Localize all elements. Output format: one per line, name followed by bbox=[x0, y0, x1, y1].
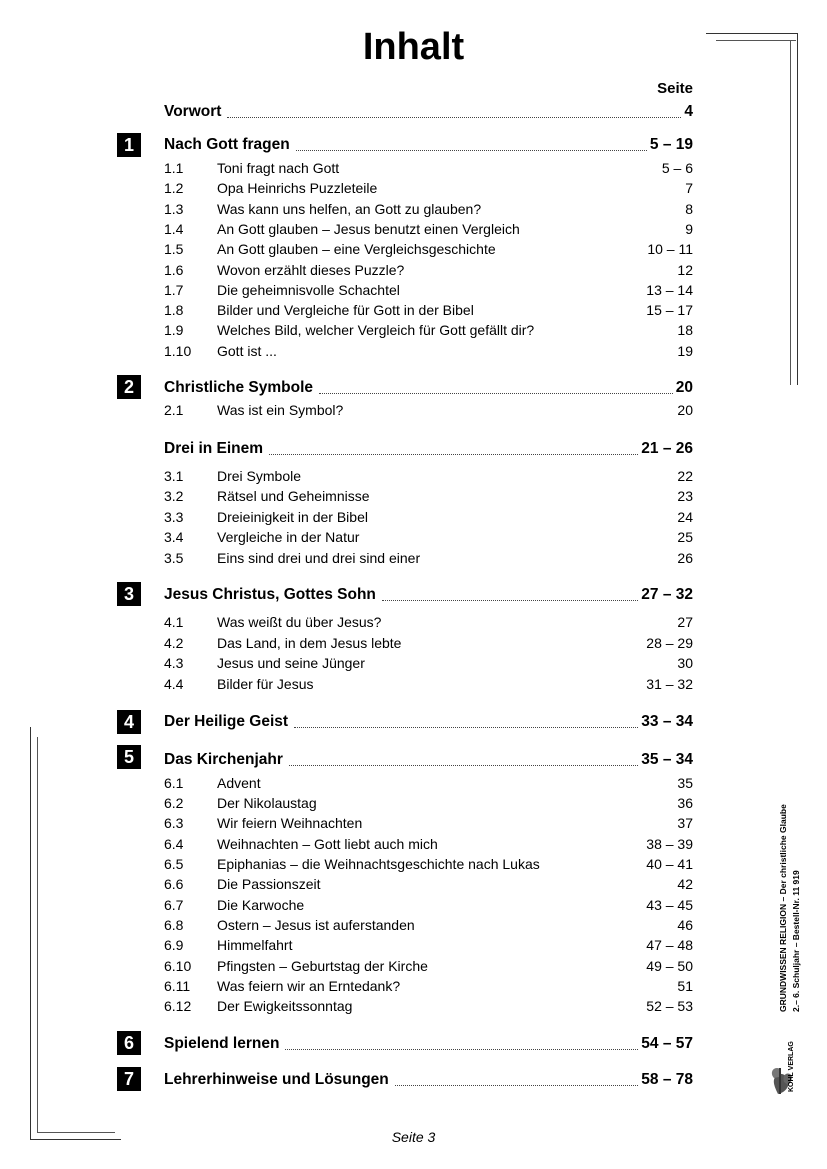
toc-sub-title: Vergleiche in der Natur bbox=[217, 529, 360, 545]
toc-main-pages: 20 bbox=[675, 379, 693, 396]
toc-main-title: Spielend lernen bbox=[164, 1035, 280, 1052]
toc-sub-title: Wir feiern Weihnachten bbox=[217, 815, 363, 831]
toc-sub-number: 6.9 bbox=[164, 937, 184, 953]
toc-sub-entry[interactable] bbox=[164, 507, 693, 527]
toc-sub-number: 1.3 bbox=[164, 201, 184, 217]
toc-main-title: Jesus Christus, Gottes Sohn bbox=[164, 586, 376, 603]
toc-sub-title: Ostern – Jesus ist auferstanden bbox=[217, 917, 415, 933]
toc-main-title: Lehrerhinweise und Lösungen bbox=[164, 1071, 389, 1088]
dot-leader bbox=[227, 117, 681, 118]
toc-sub-title: Die Passionszeit bbox=[217, 876, 321, 892]
toc-sub-entry[interactable] bbox=[164, 158, 693, 178]
toc-sub-pages: 36 bbox=[677, 795, 693, 811]
toc-sub-number: 3.5 bbox=[164, 550, 184, 566]
toc-sub-title: Bilder für Jesus bbox=[217, 676, 314, 692]
chapter-number-box: 4 bbox=[117, 710, 141, 734]
toc-sub-number: 6.1 bbox=[164, 775, 184, 791]
toc-sub-number: 6.3 bbox=[164, 815, 184, 831]
toc-sub-title: Der Ewigkeitssonntag bbox=[217, 998, 353, 1014]
toc-sub-entry[interactable] bbox=[164, 486, 693, 506]
dot-leader bbox=[395, 1085, 639, 1086]
toc-main-entry[interactable] bbox=[164, 377, 693, 399]
toc-main-entry[interactable] bbox=[164, 438, 693, 460]
toc-sub-title: Dreieinigkeit in der Bibel bbox=[217, 509, 368, 525]
toc-sub-entry[interactable] bbox=[164, 935, 693, 955]
toc-main-entry[interactable] bbox=[164, 1033, 693, 1055]
toc-sub-number: 6.6 bbox=[164, 876, 184, 892]
toc-sub-title: Jesus und seine Jünger bbox=[217, 655, 365, 671]
toc-sub-entry[interactable] bbox=[164, 466, 693, 486]
dot-leader bbox=[319, 393, 673, 394]
toc-sub-number: 3.3 bbox=[164, 509, 184, 525]
toc-sub-pages: 22 bbox=[677, 468, 693, 484]
toc-sub-pages: 37 bbox=[677, 815, 693, 831]
toc-sub-number: 6.2 bbox=[164, 795, 184, 811]
chapter-number-box: 6 bbox=[117, 1031, 141, 1055]
toc-sub-pages: 35 bbox=[677, 775, 693, 791]
dot-leader bbox=[269, 454, 638, 455]
toc-sub-pages: 47 – 48 bbox=[646, 937, 693, 953]
toc-sub-title: Was weißt du über Jesus? bbox=[217, 614, 382, 630]
toc-sub-title: Welches Bild, welcher Vergleich für Gott gefällt dir? bbox=[217, 322, 535, 338]
toc-main-pages: 54 – 57 bbox=[641, 1035, 693, 1052]
toc-sub-number: 6.7 bbox=[164, 897, 184, 913]
frame-line bbox=[797, 33, 798, 385]
toc-sub-title: Rätsel und Geheimnisse bbox=[217, 488, 370, 504]
toc-main-pages: 33 – 34 bbox=[641, 713, 693, 730]
toc-sub-title: Epiphanias – die Weihnachtsgeschichte nach Lukas bbox=[217, 856, 540, 872]
toc-sub-entry[interactable] bbox=[164, 199, 693, 219]
toc-sub-entry[interactable] bbox=[164, 813, 693, 833]
toc-sub-entry[interactable] bbox=[164, 976, 693, 996]
toc-sub-pages: 28 – 29 bbox=[646, 635, 693, 651]
dot-leader bbox=[294, 727, 638, 728]
toc-sub-entry[interactable] bbox=[164, 834, 693, 854]
toc-sub-entry[interactable] bbox=[164, 320, 693, 340]
toc-main-title: Der Heilige Geist bbox=[164, 713, 289, 730]
toc-sub-entry[interactable] bbox=[164, 239, 693, 259]
toc-sub-title: Opa Heinrichs Puzzleteile bbox=[217, 180, 378, 196]
toc-sub-entry[interactable] bbox=[164, 633, 693, 653]
toc-sub-title: Advent bbox=[217, 775, 261, 791]
series-sidebar bbox=[777, 752, 813, 1012]
toc-sub-number: 1.10 bbox=[164, 343, 192, 359]
toc-sub-pages: 25 bbox=[677, 529, 693, 545]
series-title: GRUNDWISSEN RELIGION – Der christliche Glaube bbox=[778, 804, 788, 1012]
chapter-number-box: 5 bbox=[117, 745, 141, 769]
toc-sub-number: 4.2 bbox=[164, 635, 184, 651]
toc-sub-number: 1.2 bbox=[164, 180, 184, 196]
toc-sub-number: 6.5 bbox=[164, 856, 184, 872]
dot-leader bbox=[289, 765, 638, 766]
toc-sub-pages: 43 – 45 bbox=[646, 897, 693, 913]
toc-sub-number: 1.6 bbox=[164, 262, 184, 278]
dot-leader bbox=[285, 1049, 638, 1050]
toc-sub-number: 6.8 bbox=[164, 917, 184, 933]
toc-sub-number: 2.1 bbox=[164, 402, 184, 418]
toc-sub-pages: 12 bbox=[677, 262, 693, 278]
toc-sub-title: Weihnachten – Gott liebt auch mich bbox=[217, 836, 438, 852]
toc-sub-number: 6.4 bbox=[164, 836, 184, 852]
toc-sub-pages: 26 bbox=[677, 550, 693, 566]
toc-sub-pages: 38 – 39 bbox=[646, 836, 693, 852]
toc-sub-pages: 30 bbox=[677, 655, 693, 671]
dot-leader bbox=[296, 150, 647, 151]
toc-sub-number: 1.9 bbox=[164, 322, 184, 338]
toc-sub-pages: 46 bbox=[677, 917, 693, 933]
toc-sub-pages: 42 bbox=[677, 876, 693, 892]
toc-sub-pages: 10 – 11 bbox=[647, 241, 693, 257]
toc-sub-entry[interactable] bbox=[164, 260, 693, 280]
toc-sub-entry[interactable] bbox=[164, 773, 693, 793]
toc-main-entry[interactable] bbox=[164, 101, 693, 123]
toc-sub-pages: 51 bbox=[677, 978, 693, 994]
publisher-logo-text: KOHL VERLAG bbox=[788, 1041, 795, 1092]
toc-sub-pages: 8 bbox=[685, 201, 693, 217]
toc-sub-entry[interactable] bbox=[164, 219, 693, 239]
toc-main-entry[interactable] bbox=[164, 1069, 693, 1091]
chapter-number-box: 1 bbox=[117, 133, 141, 157]
toc-sub-number: 3.1 bbox=[164, 468, 184, 484]
toc-sub-pages: 40 – 41 bbox=[646, 856, 693, 872]
toc-sub-entry[interactable] bbox=[164, 653, 693, 673]
toc-sub-pages: 7 bbox=[685, 180, 693, 196]
toc-main-entry[interactable] bbox=[164, 749, 693, 771]
toc-sub-number: 6.11 bbox=[164, 978, 191, 994]
toc-sub-title: Toni fragt nach Gott bbox=[217, 160, 340, 176]
toc-sub-title: Was ist ein Symbol? bbox=[217, 402, 344, 418]
toc-sub-title: Himmelfahrt bbox=[217, 937, 293, 953]
chapter-number-box: 3 bbox=[117, 582, 141, 606]
dot-leader bbox=[382, 600, 638, 601]
toc-sub-entry[interactable] bbox=[164, 793, 693, 813]
toc-sub-number: 6.10 bbox=[164, 958, 192, 974]
toc-sub-title: Bilder und Vergleiche für Gott in der Bibel bbox=[217, 302, 474, 318]
toc-sub-number: 1.1 bbox=[164, 160, 184, 176]
toc-sub-pages: 19 bbox=[677, 343, 693, 359]
toc-sub-number: 3.4 bbox=[164, 529, 184, 545]
toc-main-pages: 27 – 32 bbox=[641, 586, 693, 603]
toc-sub-entry[interactable] bbox=[164, 300, 693, 320]
toc-main-pages: 5 – 19 bbox=[649, 136, 693, 153]
toc-sub-number: 3.2 bbox=[164, 488, 184, 504]
toc-sub-entry[interactable] bbox=[164, 341, 693, 361]
toc-sub-pages: 52 – 53 bbox=[646, 998, 693, 1014]
toc-sub-entry[interactable] bbox=[164, 280, 693, 300]
toc-main-entry[interactable] bbox=[164, 584, 693, 606]
toc-sub-title: Was feiern wir an Erntedank? bbox=[217, 978, 401, 994]
toc-sub-number: 4.4 bbox=[164, 676, 184, 692]
toc-main-title: Christliche Symbole bbox=[164, 379, 314, 396]
toc-sub-pages: 27 bbox=[677, 614, 693, 630]
toc-sub-number: 4.3 bbox=[164, 655, 184, 671]
toc-main-title: Drei in Einem bbox=[164, 440, 264, 457]
toc-main-title: Das Kirchenjahr bbox=[164, 751, 283, 768]
toc-sub-entry[interactable] bbox=[164, 400, 693, 420]
toc-sub-title: Pfingsten – Geburtstag der Kirche bbox=[217, 958, 428, 974]
toc-sub-pages: 23 bbox=[677, 488, 693, 504]
toc-main-pages: 35 – 34 bbox=[641, 751, 693, 768]
toc-sub-number: 4.1 bbox=[164, 614, 184, 630]
toc-sub-entry[interactable] bbox=[164, 178, 693, 198]
toc-sub-number: 6.12 bbox=[164, 998, 192, 1014]
toc-sub-title: Das Land, in dem Jesus lebte bbox=[217, 635, 402, 651]
frame-line bbox=[30, 727, 31, 1139]
toc-sub-entry[interactable] bbox=[164, 915, 693, 935]
publisher-logo bbox=[768, 1040, 798, 1096]
toc-sub-number: 1.8 bbox=[164, 302, 184, 318]
toc-sub-title: Wovon erzählt dieses Puzzle? bbox=[217, 262, 405, 278]
toc-sub-pages: 18 bbox=[677, 322, 693, 338]
frame-line bbox=[790, 40, 791, 385]
toc-sub-number: 1.7 bbox=[164, 282, 184, 298]
toc-sub-entry[interactable] bbox=[164, 612, 693, 632]
seite-column-label: Seite bbox=[657, 80, 693, 97]
toc-sub-entry[interactable] bbox=[164, 895, 693, 915]
toc-sub-pages: 5 – 6 bbox=[661, 160, 693, 176]
toc-sub-title: Eins sind drei und drei sind einer bbox=[217, 550, 421, 566]
toc-sub-title: An Gott glauben – Jesus benutzt einen Vergleich bbox=[217, 221, 520, 237]
chapter-number-box: 2 bbox=[117, 375, 141, 399]
toc-sub-title: Die geheimnisvolle Schachtel bbox=[217, 282, 400, 298]
toc-sub-number: 1.4 bbox=[164, 221, 184, 237]
page-footer: Seite 3 bbox=[391, 1129, 436, 1145]
toc-sub-pages: 20 bbox=[677, 402, 693, 418]
toc-sub-entry[interactable] bbox=[164, 527, 693, 547]
toc-main-pages: 21 – 26 bbox=[641, 440, 693, 457]
toc-sub-title: Gott ist ... bbox=[217, 343, 277, 359]
toc-sub-title: Der Nikolaustag bbox=[217, 795, 317, 811]
toc-sub-pages: 49 – 50 bbox=[646, 958, 693, 974]
toc-sub-pages: 13 – 14 bbox=[646, 282, 693, 298]
toc-sub-title: Drei Symbole bbox=[217, 468, 302, 484]
toc-sub-number: 1.5 bbox=[164, 241, 184, 257]
toc-sub-title: Was kann uns helfen, an Gott zu glauben? bbox=[217, 201, 482, 217]
page-title: Inhalt bbox=[362, 26, 465, 68]
chapter-number-box: 7 bbox=[117, 1067, 141, 1091]
toc-sub-title: Die Karwoche bbox=[217, 897, 305, 913]
toc-main-pages: 4 bbox=[684, 103, 693, 120]
toc-sub-entry[interactable] bbox=[164, 854, 693, 874]
toc-sub-title: An Gott glauben – eine Vergleichsgeschichte bbox=[217, 241, 496, 257]
toc-sub-entry[interactable] bbox=[164, 996, 693, 1016]
toc-main-entry[interactable] bbox=[164, 711, 693, 733]
toc-main-pages: 58 – 78 bbox=[641, 1071, 693, 1088]
toc-main-title: Nach Gott fragen bbox=[164, 136, 290, 153]
toc-sub-pages: 15 – 17 bbox=[646, 302, 693, 318]
toc-main-entry[interactable] bbox=[164, 134, 693, 156]
toc-sub-pages: 31 – 32 bbox=[646, 676, 693, 692]
frame-line bbox=[37, 737, 38, 1132]
toc-sub-entry[interactable] bbox=[164, 674, 693, 694]
series-order-info: 2.– 6. Schuljahr – Bestell-Nr. 11 919 bbox=[791, 870, 801, 1012]
toc-main-title: Vorwort bbox=[164, 103, 222, 120]
toc-sub-entry[interactable] bbox=[164, 874, 693, 894]
toc-sub-entry[interactable] bbox=[164, 548, 693, 568]
toc-sub-pages: 24 bbox=[677, 509, 693, 525]
toc-sub-entry[interactable] bbox=[164, 956, 693, 976]
toc-sub-pages: 9 bbox=[685, 221, 693, 237]
